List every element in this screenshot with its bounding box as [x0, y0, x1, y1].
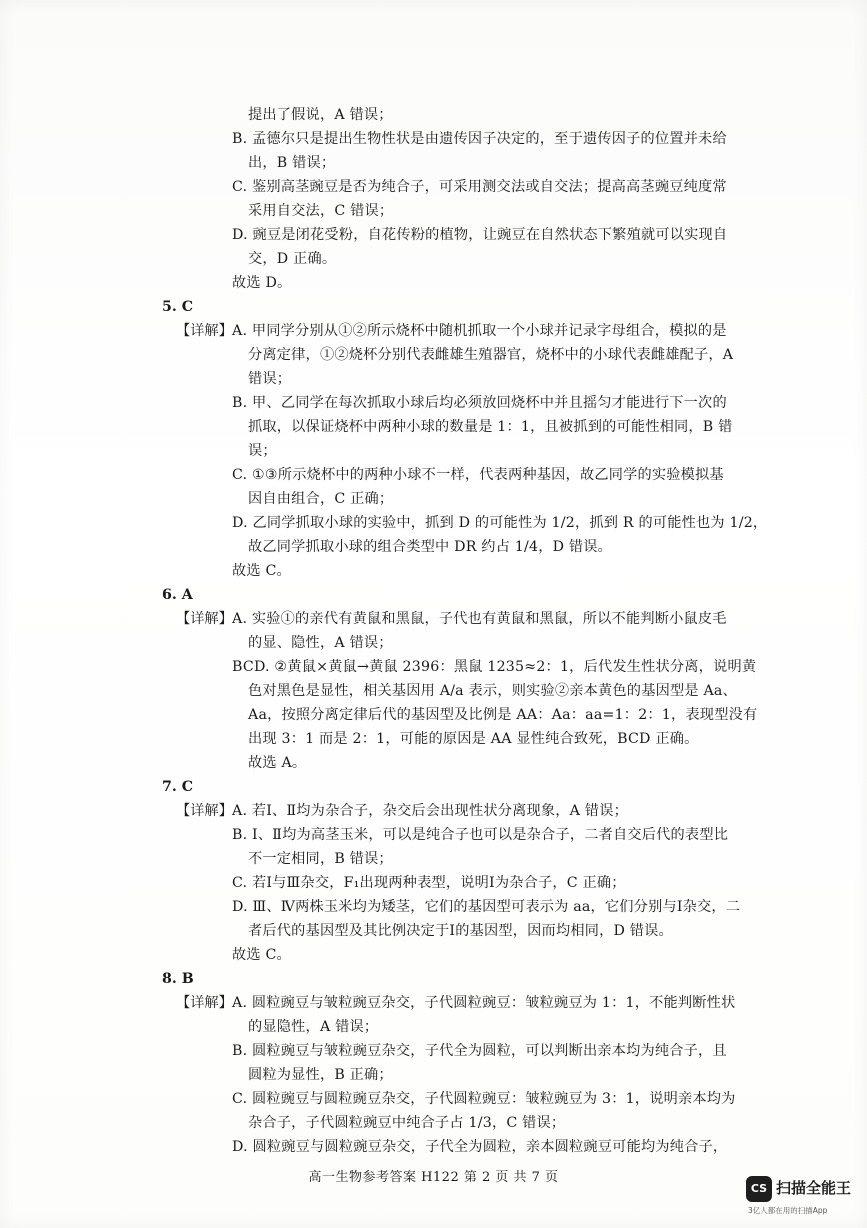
camscanner-watermark	[746, 1174, 858, 1218]
answer-line: D. Ⅲ、Ⅳ两株玉米均为矮茎，它们的基因型可表示为 aa，它们分别与Ⅰ杂交，二	[232, 899, 741, 915]
answer-line: 杂合子，子代圆粒豌豆中纯合子占 1/3，C 错误；	[248, 1115, 566, 1131]
camscanner-logo-icon: CS	[746, 1176, 772, 1202]
answer-line: BCD. ②黄鼠×黄鼠→黄鼠 2396：黑鼠 1235≈2：1，后代发生性状分离，说明黄	[232, 659, 757, 675]
answer-line: 者后代的基因型及其比例决定于Ⅰ的基因型，因而均相同，D 错误。	[248, 923, 673, 939]
conclusion-line: 故选 A。	[248, 755, 307, 771]
answer-line: 采用自交法，C 错误；	[248, 203, 394, 219]
explanation-tag: 【详解】	[176, 803, 233, 819]
answer-line: 抓取，以保证烧杯中两种小球的数量是 1：1，且被抓到的可能性相同，B 错	[248, 419, 733, 435]
conclusion-line: 故选 C。	[232, 563, 291, 579]
question-number: 8. B	[162, 971, 194, 987]
answer-line: C. ①③所示烧杯中的两种小球不一样，代表两种基因，故乙同学的实验模拟基	[232, 467, 724, 483]
answer-line: B. 甲、乙同学在每次抓取小球后均必须放回烧杯中并且摇匀才能进行下一次的	[232, 395, 727, 411]
question-number: 7. C	[162, 779, 194, 795]
explanation-tag: 【详解】	[176, 611, 233, 627]
answer-line: A. 实验①的亲代有黄鼠和黑鼠，子代也有黄鼠和黑鼠，所以不能判断小鼠皮毛	[232, 611, 727, 627]
answer-line: 出，B 错误；	[248, 155, 336, 171]
answer-line: 分离定律，①②烧杯分别代表雌雄生殖器官，烧杯中的小球代表雌雄配子，A	[248, 347, 734, 363]
answer-line: 故乙同学抓取小球的组合类型中 DR 约占 1/4，D 错误。	[248, 539, 613, 555]
question-number: 5. C	[162, 299, 194, 315]
answer-line: 误；	[248, 443, 277, 459]
camscanner-name: 扫描全能王	[776, 1179, 852, 1197]
answer-line: 因自由组合，C 正确；	[248, 491, 394, 507]
answer-line: B. 孟德尔只是提出生物性状是由遗传因子决定的，至于遗传因子的位置并未给	[232, 131, 727, 147]
answer-line: B. 圆粒豌豆与皱粒豌豆杂交，子代全为圆粒，可以判断出亲本均为纯合子，且	[232, 1043, 727, 1059]
answer-line: Aa，按照分离定律后代的基因型及比例是 AA：Aa：aa=1：2：1，表现型没有	[248, 707, 758, 723]
answer-line: 交，D 正确。	[248, 251, 337, 267]
answer-line: D. 乙同学抓取小球的实验中，抓到 D 的可能性为 1/2，抓到 R 的可能性也为 1/2，	[232, 515, 768, 531]
answer-line: D. 圆粒豌豆与圆粒豌豆杂交，子代全为圆粒，亲本圆粒豌豆可能均为纯合子，	[232, 1139, 728, 1155]
answer-line: 圆粒为显性，B 正确；	[248, 1067, 393, 1083]
answer-line: A. 若Ⅰ、Ⅱ均为杂合子，杂交后会出现性状分离现象，A 错误；	[232, 803, 628, 819]
answer-line: A. 圆粒豌豆与皱粒豌豆杂交，子代圆粒豌豆：皱粒豌豆为 1：1，不能判断性状	[232, 995, 736, 1011]
answer-line: B. Ⅰ、Ⅱ均为高茎玉米，可以是纯合子也可以是杂合子，二者自交后代的表型比	[232, 827, 729, 843]
question-number: 6. A	[162, 587, 193, 603]
page-footer: 高一生物参考答案 H122 第 2 页 共 7 页	[308, 1170, 559, 1185]
conclusion-line: 故选 C。	[232, 947, 291, 963]
explanation-tag: 【详解】	[176, 323, 233, 339]
answer-line: D. 豌豆是闭花受粉，自花传粉的植物，让豌豆在自然状态下繁殖就可以实现自	[232, 227, 728, 243]
answer-line: 色对黑色是显性，相关基因用 A/a 表示，则实验②亲本黄色的基因型是 Aa、	[248, 683, 737, 699]
answer-line: 的显隐性，A 错误；	[248, 1019, 379, 1035]
answer-line: 出现 3：1 而是 2：1，可能的原因是 AA 显性纯合致死，BCD 正确。	[248, 731, 699, 747]
answer-line: A. 甲同学分别从①②所示烧杯中随机抓取一个小球并记录字母组合，模拟的是	[232, 323, 727, 339]
answer-line: C. 鉴别高茎豌豆是否为纯合子，可采用测交法或自交法；提高高茎豌豆纯度常	[232, 179, 727, 195]
answer-line: 的显、隐性，A 错误；	[248, 635, 393, 651]
conclusion-line: 故选 D。	[232, 275, 292, 291]
explanation-tag: 【详解】	[176, 995, 233, 1011]
answer-line: C. 若Ⅰ与Ⅲ杂交，F₁出现两种表型，说明Ⅰ为杂合子，C 正确；	[232, 875, 626, 891]
answer-line: 提出了假说，A 错误；	[248, 107, 393, 123]
camscanner-tagline: 3亿人都在用的扫描App	[748, 1206, 828, 1215]
answer-line: C. 圆粒豌豆与圆粒豌豆杂交，子代圆粒豌豆：皱粒豌豆为 3：1，说明亲本均为	[232, 1091, 736, 1107]
answer-line: 错误；	[248, 371, 292, 387]
answer-line: 不一定相同，B 错误；	[248, 851, 393, 867]
